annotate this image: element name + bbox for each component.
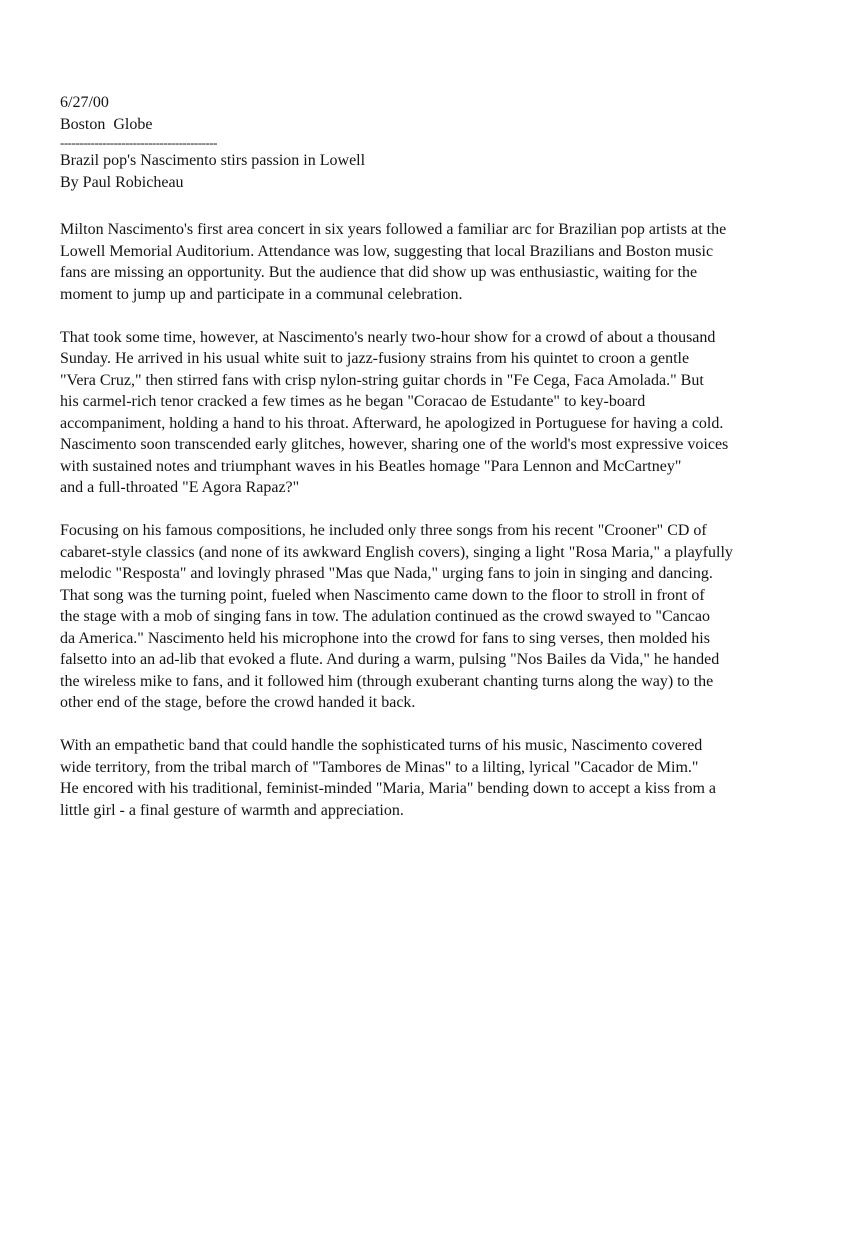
text-line: cabaret-style classics (and none of its awkward English covers), singing a light "Rosa Maria," a playfully (60, 543, 733, 561)
text-line: fans are missing an opportunity. But the audience that did show up was enthusiastic, waiting for the (60, 264, 698, 281)
text-line: wide territory, from the tribal march of "Tambores de Minas" to a lilting, lyrical "Cacador de Mim." (60, 758, 699, 776)
text-line: Lowell Memorial Auditorium. Attendance was low, suggesting that local Brazilians and Boston music (60, 242, 714, 260)
article-byline: By Paul Robicheau (60, 174, 184, 191)
text-line: other end of the stage, before the crowd handed it back. (60, 694, 416, 711)
text-line: falsetto into an ad-lib that evoked a flute. And during a warm, pulsing "Nos Bailes da Vida," he handed (60, 651, 720, 668)
publication-name: Boston Globe (60, 116, 153, 133)
paragraph-3 (60, 520, 840, 714)
text-line: his carmel-rich tenor cracked a few times as he began "Coracao de Estudante" to key-board (60, 393, 646, 410)
text-line: Sunday. He arrived in his usual white suit to jazz-fusiony strains from his quintet to croon a gentle (60, 350, 690, 367)
paragraph-1 (60, 219, 840, 305)
text-line: little girl - a final gesture of warmth and appreciation. (60, 801, 404, 819)
text-line: and a full-throated "E Agora Rapaz?" (60, 479, 300, 496)
text-line: Milton Nascimento's first area concert in six years followed a familiar arc for Brazilian pop artists at the (60, 221, 727, 238)
text-line: the stage with a mob of singing fans in tow. The adulation continued as the crowd swayed to "Cancao (60, 608, 710, 625)
text-line: That took some time, however, at Nascimento's nearly two-hour show for a crowd of about a thousand (60, 328, 716, 346)
text-line: moment to jump up and participate in a communal celebration. (60, 285, 463, 303)
article-date: 6/27/00 (60, 94, 109, 111)
paragraph-2 (60, 327, 840, 499)
text-line: da America." Nascimento held his microphone into the crowd for fans to sing verses, then molded his (60, 629, 710, 647)
text-line: Nascimento soon transcended early glitches, however, sharing one of the world's most expressive voices (60, 436, 729, 453)
article-header (60, 92, 365, 194)
article-headline: Brazil pop's Nascimento stirs passion in Lowell (60, 152, 366, 169)
text-line: He encored with his traditional, feminist-minded "Maria, Maria" bending down to accept a kiss from a (60, 780, 716, 797)
text-line: the wireless mike to fans, and it followed him (through exuberant chanting turns along the way) to the (60, 672, 714, 690)
text-line: With an empathetic band that could handle the sophisticated turns of his music, Nascimento covered (60, 737, 703, 754)
article-body (60, 219, 840, 843)
text-line: with sustained notes and triumphant waves in his Beatles homage "Para Lennon and McCartney" (60, 457, 682, 475)
text-line: melodic "Resposta" and lovingly phrased "Mas que Nada," urging fans to join in singing and dancing. (60, 565, 713, 582)
text-line: accompaniment, holding a hand to his throat. Afterward, he apologized in Portuguese for having a cold. (60, 414, 724, 432)
text-line: Focusing on his famous compositions, he included only three songs from his recent "Crooner" CD of (60, 522, 707, 539)
text-line: "Vera Cruz," then stirred fans with crisp nylon-string guitar chords in "Fe Cega, Faca Amolada." But (60, 371, 704, 389)
text-line: That song was the turning point, fueled when Nascimento came down to the floor to stroll in front of (60, 586, 705, 604)
paragraph-4 (60, 735, 840, 821)
separator-rule: ----------------------------------------- (60, 135, 217, 150)
